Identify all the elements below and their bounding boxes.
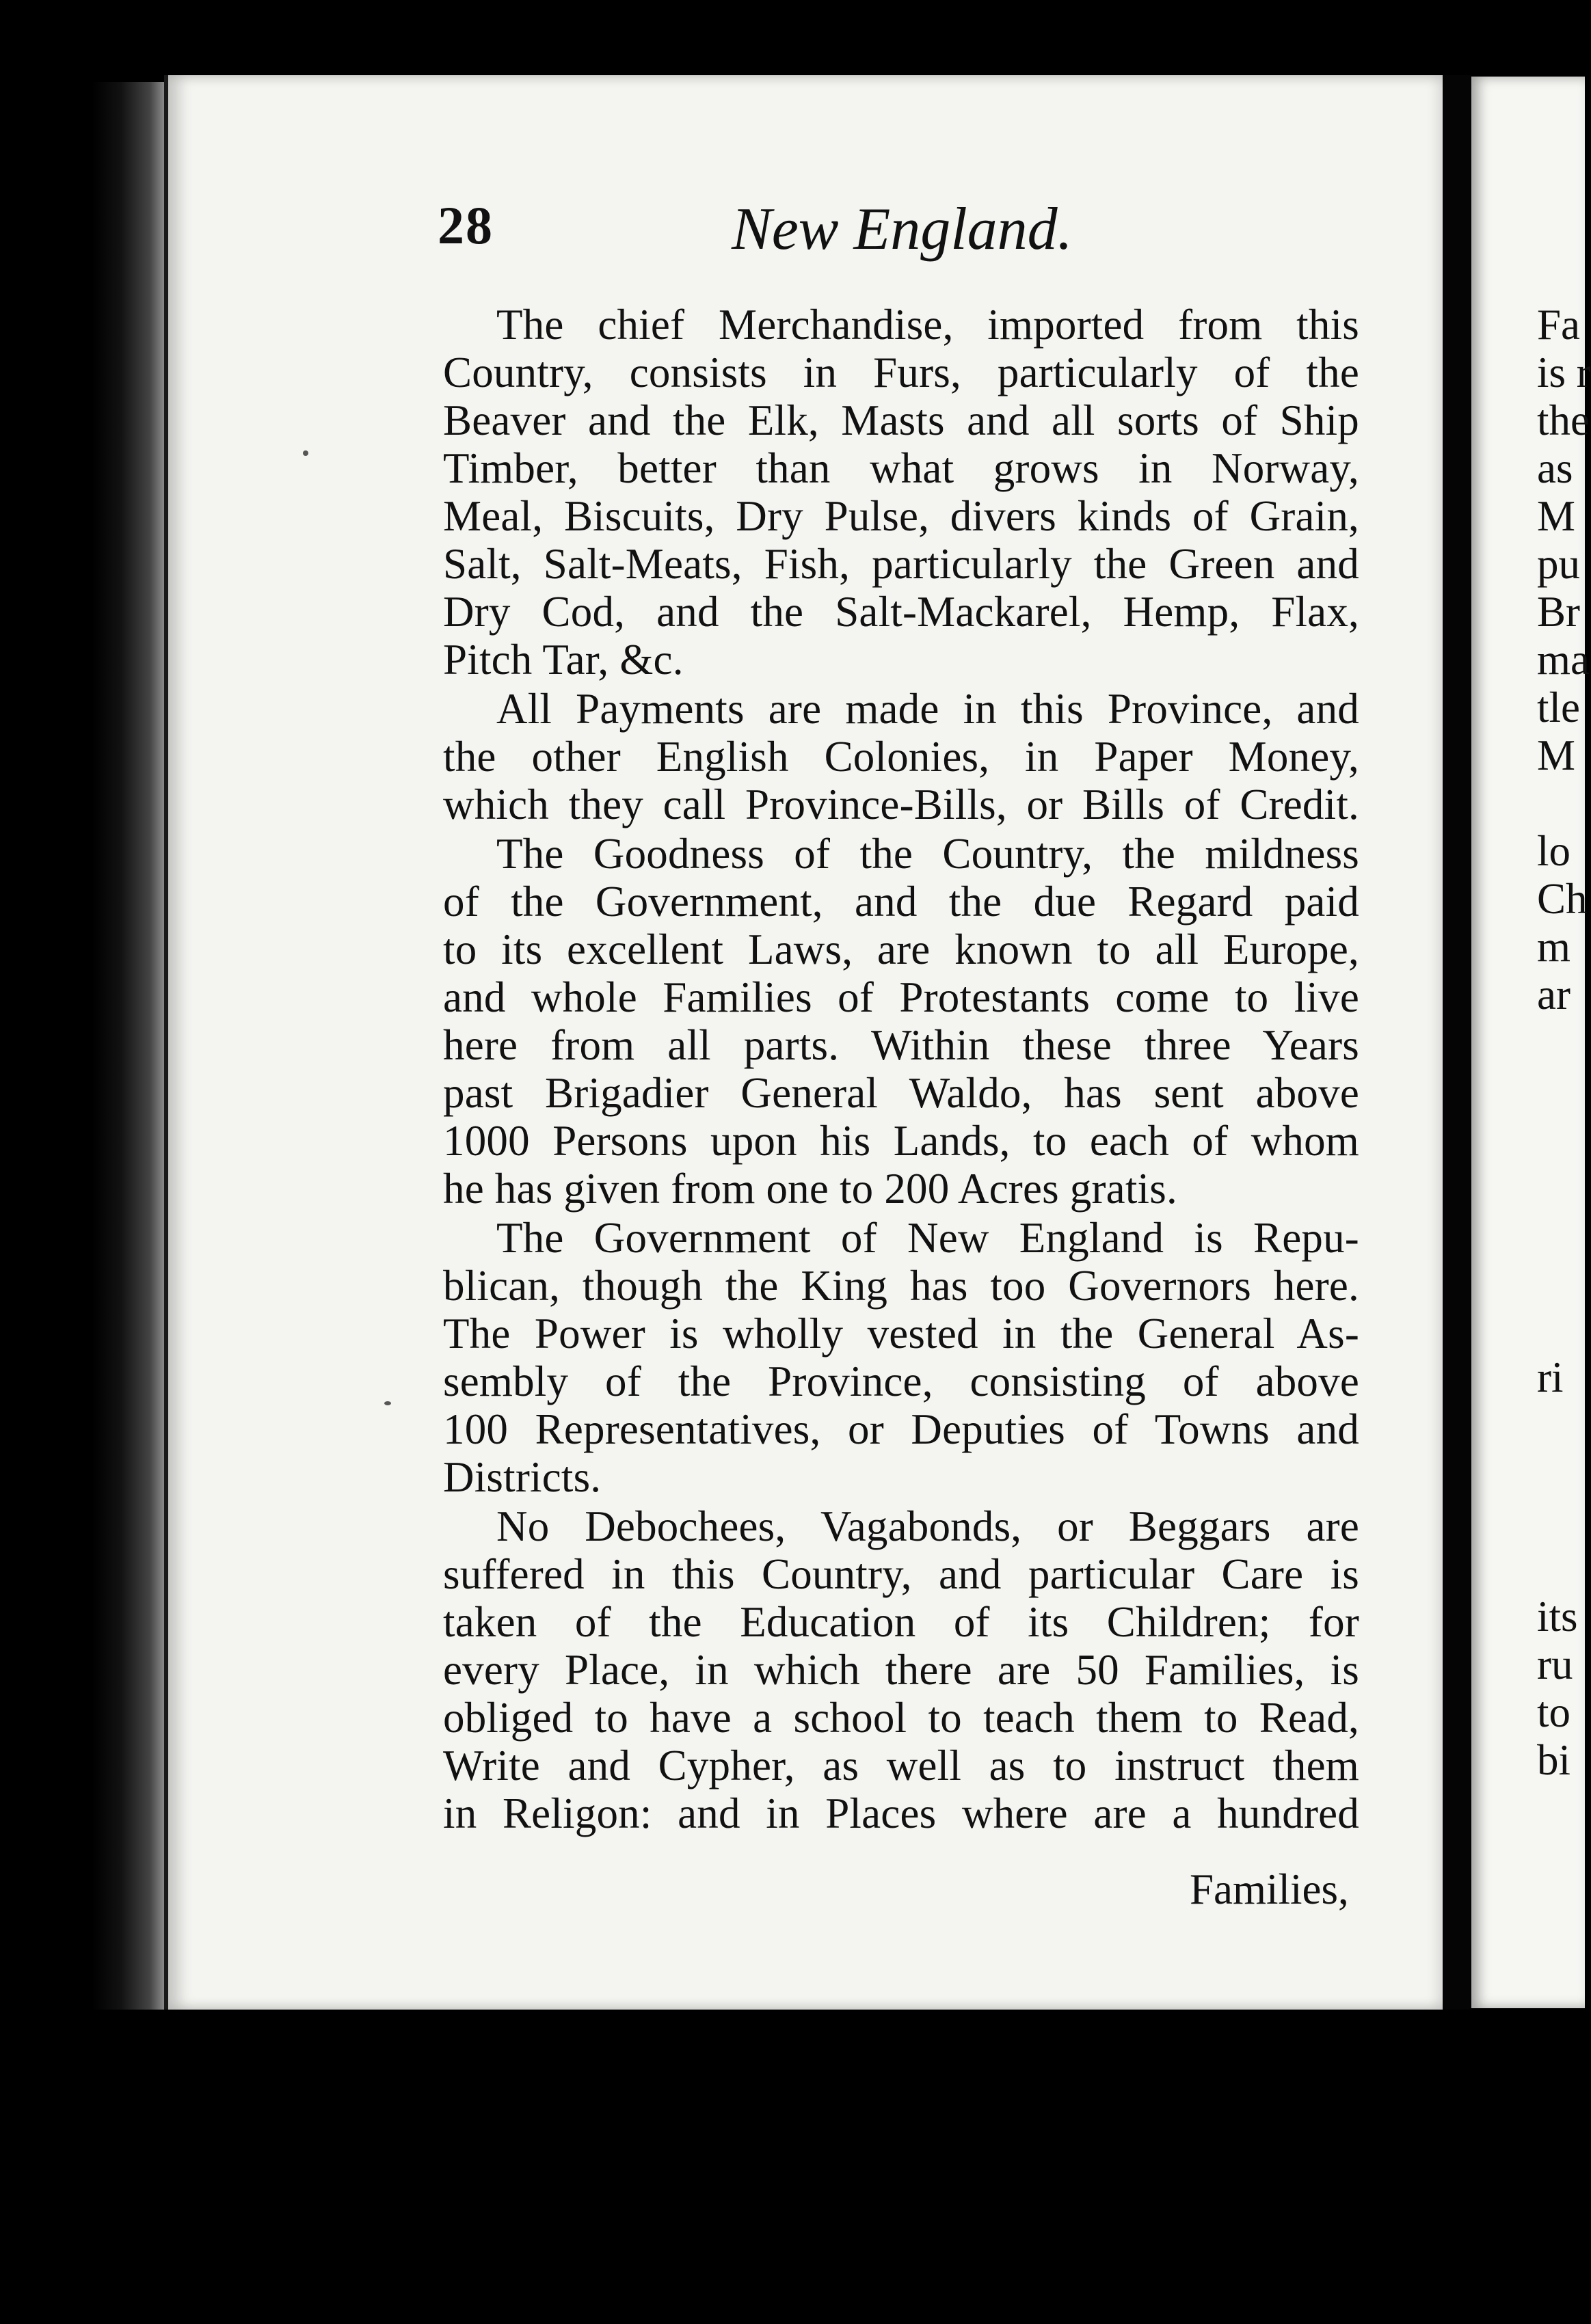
text-line: the other English Colonies, in Paper Money,	[443, 733, 1359, 781]
paragraph-goodness	[443, 830, 1359, 1213]
text-line: Districts.	[443, 1453, 602, 1501]
text-line: Pitch Tar, &c.	[443, 636, 684, 684]
page-number: 28	[438, 195, 494, 255]
text-line: every Place, in which there are 50 Families, is	[443, 1646, 1359, 1694]
right-page-fragment: bi	[1537, 1736, 1571, 1784]
text-line: Meal, Biscuits, Dry Pulse, divers kinds of Grain,	[443, 492, 1359, 540]
text-line: Write and Cypher, as well as to instruct them	[443, 1742, 1359, 1789]
paragraph-merchandise	[443, 301, 1359, 684]
right-page-fragment: lo	[1537, 827, 1571, 875]
text-line: in Religon: and in Places where are a hundred	[443, 1789, 1359, 1837]
right-page-fragment: the	[1537, 396, 1590, 444]
right-page-fragment: tle	[1537, 684, 1580, 731]
right-page-fragment	[1537, 1114, 1585, 1162]
paper-speck	[303, 450, 308, 456]
paragraph-education	[443, 1502, 1359, 1837]
text-line: he has given from one to 200 Acres gratis.	[443, 1165, 1177, 1213]
text-line: which they call Province-Bills, or Bills of Credit.	[443, 781, 1359, 828]
right-page-fragment: M	[1537, 731, 1576, 779]
text-line: 1000 Persons upon his Lands, to each of whom	[443, 1117, 1359, 1165]
text-line: The Power is wholly vested in the General As-	[443, 1310, 1359, 1357]
running-head-title: New England.	[732, 196, 1073, 262]
right-page-fragment: Br	[1537, 588, 1580, 636]
right-page-fragment: Fa	[1537, 301, 1580, 349]
text-line: The Government of New England is Repu-	[496, 1214, 1359, 1262]
right-page-fragment: ru	[1537, 1640, 1573, 1688]
right-page-fragment: to	[1537, 1688, 1571, 1736]
right-page-fragment: ma	[1537, 636, 1590, 684]
text-line: and whole Families of Protestants come to live	[443, 973, 1359, 1021]
right-page-fragment	[1537, 1162, 1585, 1210]
right-page-fragment	[1537, 1449, 1585, 1497]
text-line: The Goodness of the Country, the mildness	[496, 830, 1359, 878]
main-text	[443, 301, 1359, 1839]
text-line: sembly of the Province, consisting of above	[443, 1357, 1359, 1405]
text-line: Beaver and the Elk, Masts and all sorts of Ship	[443, 396, 1359, 444]
text-line: taken of the Education of its Children; for	[443, 1598, 1359, 1646]
right-page-fragment	[1537, 1018, 1585, 1066]
paragraph-payments	[443, 685, 1359, 828]
text-line: 100 Representatives, or Deputies of Towns and	[443, 1405, 1359, 1453]
right-page-fragment: ar	[1537, 971, 1570, 1018]
right-page-fragment: Ch	[1537, 875, 1588, 923]
right-page-fragment: ri	[1537, 1353, 1564, 1401]
text-line: Timber, better than what grows in Norway,	[443, 444, 1359, 492]
text-line: suffered in this Country, and particular Care is	[443, 1550, 1359, 1598]
right-page-fragment	[1537, 1497, 1585, 1545]
text-line: No Debochees, Vagabonds, or Beggars are	[496, 1502, 1359, 1550]
right-page-fragment: as	[1537, 444, 1573, 492]
text-line: blican, though the King has too Governors here.	[443, 1262, 1359, 1310]
text-line: Dry Cod, and the Salt-Mackarel, Hemp, Flax,	[443, 588, 1359, 636]
text-line: obliged to have a school to teach them to Read,	[443, 1694, 1359, 1742]
text-line: here from all parts. Within these three Years	[443, 1021, 1359, 1069]
text-line: All Payments are made in this Province, and	[496, 685, 1359, 733]
text-line: past Brigadier General Waldo, has sent above	[443, 1069, 1359, 1117]
right-page-fragment: its	[1537, 1593, 1578, 1640]
text-line: Country, consists in Furs, particularly of the	[443, 349, 1359, 396]
paragraph-government	[443, 1214, 1359, 1501]
right-page-fragment	[1537, 1545, 1585, 1593]
right-page-fragment	[1537, 1258, 1585, 1306]
right-page-fragment	[1537, 1066, 1585, 1114]
right-page-fragment	[1537, 1401, 1585, 1449]
text-line: to its excellent Laws, are known to all Europe,	[443, 925, 1359, 973]
right-page-fragment: m	[1537, 923, 1571, 971]
page-gutter	[1443, 75, 1471, 2010]
right-page-fragment: is r	[1537, 349, 1591, 396]
right-page-fragment	[1537, 779, 1585, 827]
right-page-text-fragments	[1537, 301, 1591, 1784]
book-spine-shadow	[92, 82, 174, 2010]
text-line: Salt, Salt-Meats, Fish, particularly the Green and	[443, 540, 1359, 588]
paper-speck	[384, 1401, 391, 1405]
right-page-fragment: M	[1537, 492, 1576, 540]
text-line: of the Government, and the due Regard paid	[443, 878, 1359, 925]
right-page-fragment: pu	[1537, 540, 1580, 588]
catchword: Families,	[1190, 1865, 1349, 1913]
text-line: The chief Merchandise, imported from this	[496, 301, 1359, 349]
right-page-fragment	[1537, 1210, 1585, 1258]
right-page-fragment	[1537, 1306, 1585, 1353]
page-header	[438, 195, 1367, 277]
